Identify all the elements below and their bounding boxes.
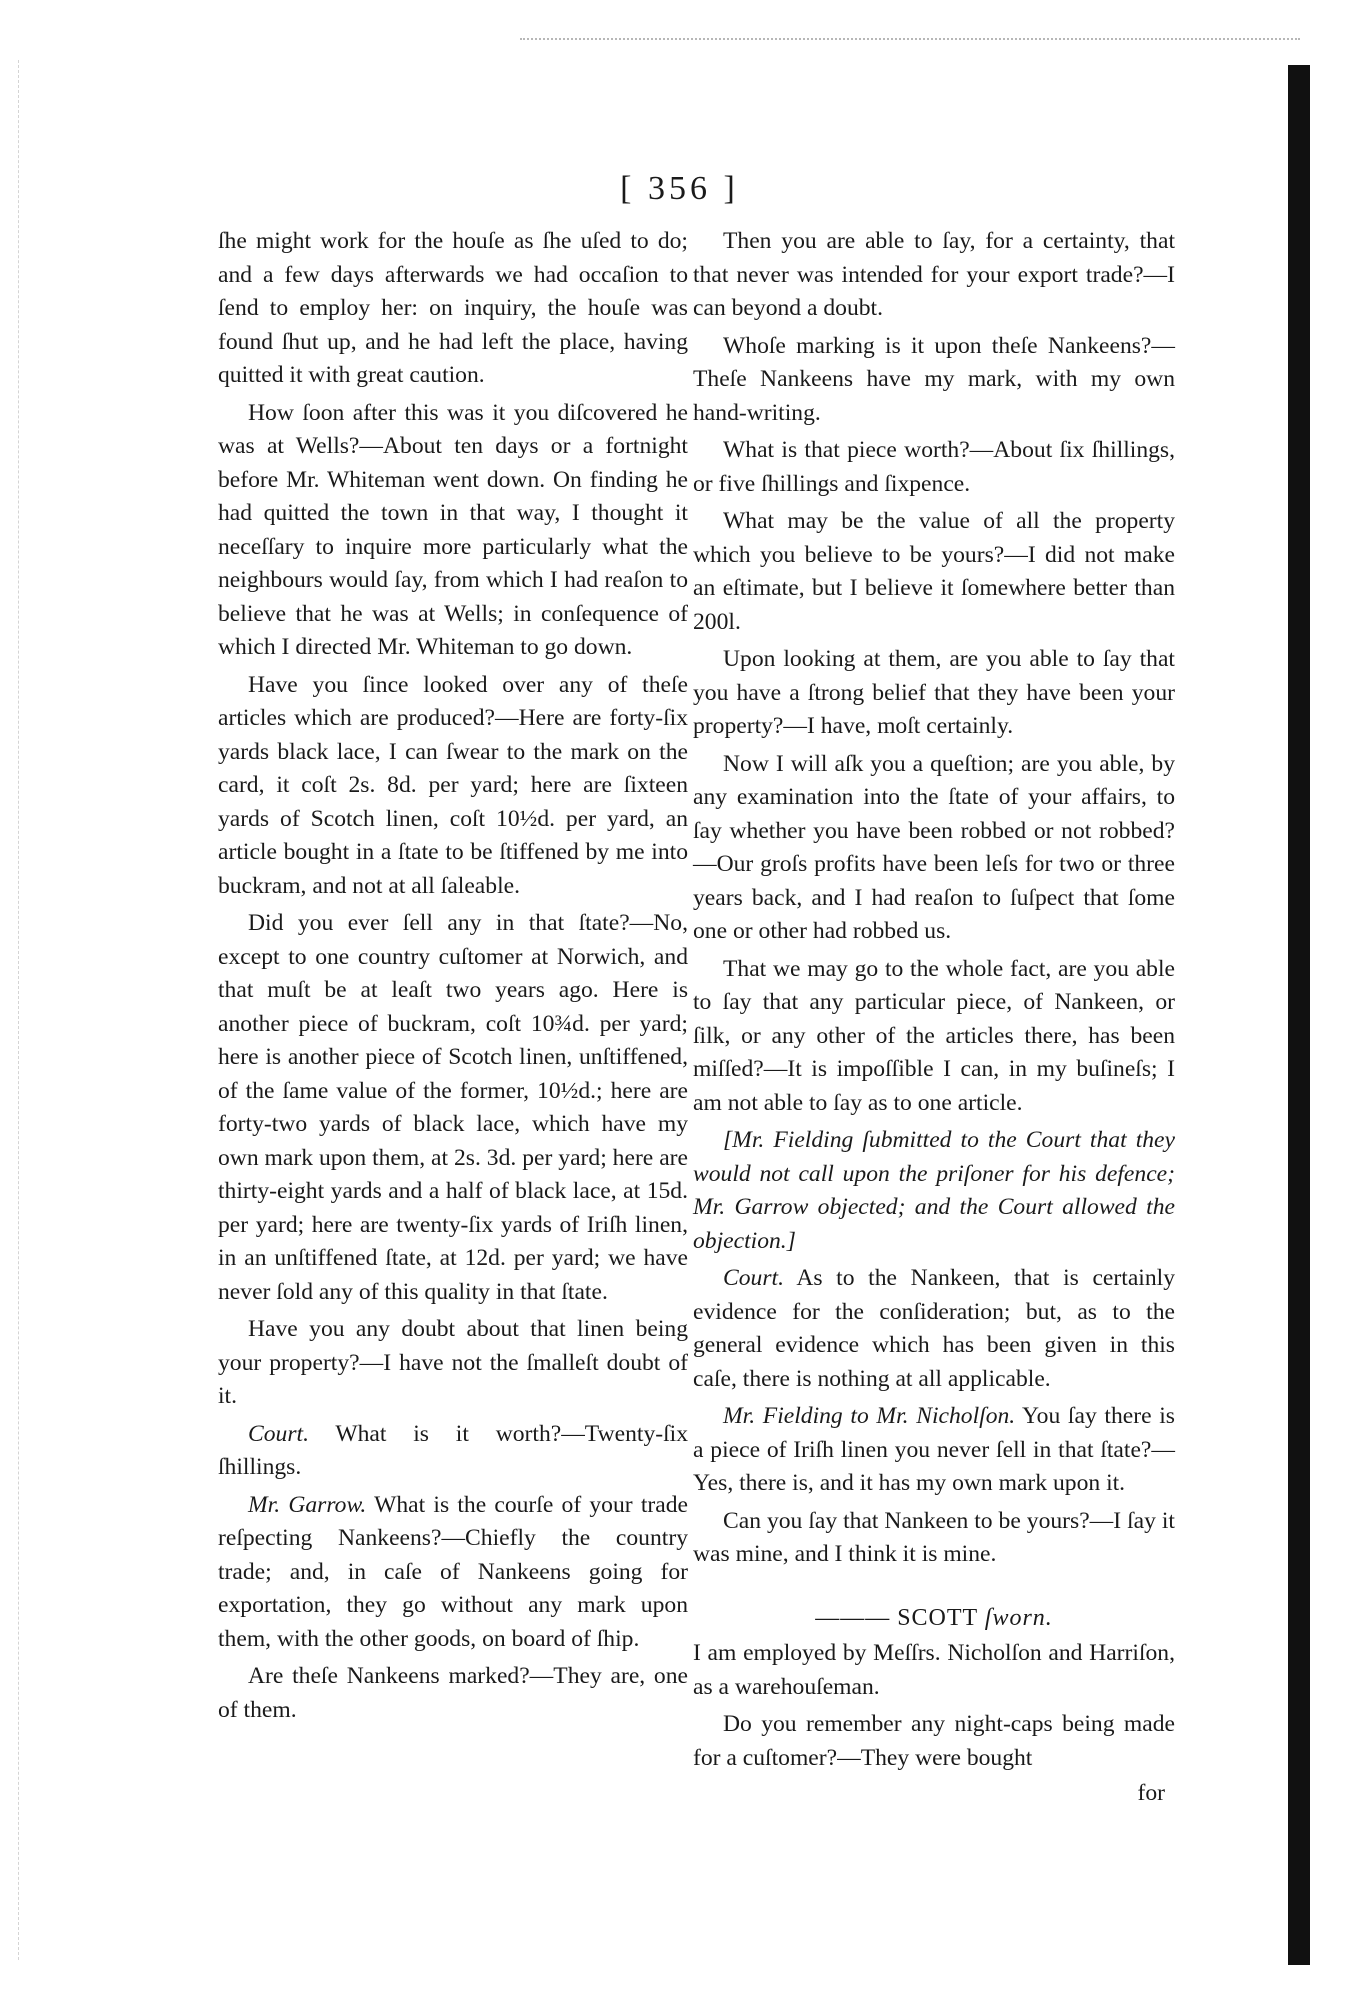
paragraph-text: ſhe might work for the houſe as ſhe uſed to do; and a few days afterwards we had occaſion to ſend to employ her: on inquiry, the houſe was found ſhut up, and he had left the place, having quitted it with great caution. — [218, 228, 688, 388]
paragraph-text: Then you are able to ſay, for a certainty, that that never was intended for your export trade?—I can beyond a doubt. — [693, 228, 1175, 321]
paragraph-text: You ſay there is a piece of Iriſh linen you never ſell in that ſtate?—Yes, there is, and it has my own mark upon it. — [693, 1403, 1175, 1496]
paragraph — [693, 643, 1175, 744]
witness-sworn: ſworn. — [984, 1604, 1053, 1631]
paragraph — [693, 1262, 1175, 1396]
paragraph — [693, 330, 1175, 431]
paragraph — [693, 1505, 1175, 1572]
paragraph-text: What is the courſe of your trade reſpecting Nankeens?—Chiefly the country trade; and, in caſe of Nankeens going for exportation, they go without any mark upon them, with the other goods, on board of ſhip. — [218, 1491, 688, 1652]
paragraph — [693, 225, 1175, 326]
witness-name: ——— SCOTT — [815, 1604, 978, 1631]
right-column — [693, 225, 1175, 1811]
scan-left-edge — [18, 60, 27, 1960]
paragraph-text: Have you ſince looked over any of theſe articles which are produced?—Here are forty-ſix yards black lace, I can ſwear to the mark on the card, it coſt 2s. 8d. per yard; here are ſixteen yards of Scotch linen, coſt 10½d. per yard, an article bought in a ſtate to be ſtiffened by me into buckram, and not at all ſaleable. — [218, 671, 688, 899]
paragraph — [693, 1637, 1175, 1704]
paragraph-text: How ſoon after this was it you diſcovered he was at Wells?—About ten days or a fortnight before Mr. Whiteman went down. On finding he had quitted the town in that way, I thought it neceſſary to inquire more particularly what the neighbours would ſay, from which I had reaſon to believe that he was at Wells; in conſequence of which I directed Mr. Whiteman to go down. — [218, 399, 688, 660]
right-column-testimony — [693, 225, 1175, 1572]
paragraph — [693, 505, 1175, 639]
paragraph-text: That we may go to the whole fact, are you able to ſay that any particular piece, of Nankeen, or ſilk, or any other of the articles there, has been miſſed?—It is impoſſible I can, in my buſineſs; I am not able to ſay as to one article. — [693, 955, 1175, 1116]
speaker-lead: Mr. Garrow. — [248, 1491, 367, 1518]
paragraph-text: What may be the value of all the property which you believe to be yours?—I did not make an eſtimate, but I believe it ſomewhere better than 200l. — [693, 508, 1175, 635]
paragraph — [218, 1418, 688, 1485]
speaker-lead: Mr. Fielding to Mr. Nicholſon. — [723, 1403, 1016, 1429]
catchword: for — [1137, 1780, 1165, 1806]
paragraph — [218, 907, 688, 1309]
paragraph — [693, 1124, 1175, 1258]
paragraph — [693, 1400, 1175, 1501]
right-column-scott-testimony — [693, 1637, 1175, 1775]
paragraph-text: Now I will aſk you a queſtion; are you able, by any examination into the ſtate of your affairs, to ſay whether you have been robbed or not robbed?—Our groſs profits have been leſs for two or three years back, and I had reaſon to ſuſpect that ſome one or other had robbed us. — [693, 750, 1175, 944]
paragraph — [218, 1489, 688, 1657]
paragraph-text: What is it worth?—Twenty-ſix ſhillings. — [218, 1420, 688, 1480]
paragraph-text: Have you any doubt about that linen being your property?—I have not the ſmalleſt doubt of it. — [218, 1316, 688, 1409]
paragraph-text: Can you ſay that Nankeen to be yours?—I ſay it was mine, and I think it is mine. — [693, 1507, 1175, 1567]
paragraph — [218, 1660, 688, 1727]
paragraph-text: As to the Nankeen, that is certainly evidence for the conſideration; but, as to the general evidence which has been given in this caſe, there is nothing at all applicable. — [693, 1265, 1175, 1392]
paragraph-text: Whoſe marking is it upon theſe Nankeens?—Theſe Nankeens have my mark, with my own hand-writing. — [693, 332, 1175, 426]
paragraph-text: Upon looking at them, are you able to ſay that you have a ſtrong belief that they have been your property?—I have, moſt certainly. — [693, 646, 1175, 739]
paragraph — [218, 397, 688, 665]
paragraph-text: What is that piece worth?—About ſix ſhillings, or five ſhillings and ſixpence. — [693, 437, 1175, 497]
paragraph — [218, 1313, 688, 1414]
paragraph-text: [Mr. Fielding ſubmitted to the Court that they would not call upon the priſoner for his defence; Mr. Garrow objected; and the Court allowed the objection.] — [693, 1127, 1175, 1254]
paragraph-text: Are theſe Nankeens marked?—They are, one of them. — [218, 1663, 688, 1723]
paragraph — [693, 748, 1175, 949]
paragraph — [693, 434, 1175, 501]
scan-binding-shadow — [1288, 65, 1310, 1965]
paragraph — [693, 953, 1175, 1121]
paragraph-text: Do you remember any night-caps being made for a cuſtomer?—They were bought — [693, 1711, 1175, 1771]
witness-heading — [693, 1602, 1175, 1636]
speaker-lead: Court. — [248, 1420, 309, 1447]
paragraph — [218, 669, 688, 904]
scan-top-noise — [520, 38, 1300, 54]
paragraph-text: I am employed by Meſſrs. Nicholſon and Harriſon, as a warehouſeman. — [693, 1640, 1175, 1700]
page-number: [ 356 ] — [620, 170, 739, 207]
paragraph — [218, 225, 688, 393]
speaker-lead: Court. — [723, 1265, 784, 1291]
paragraph-text: Did you ever ſell any in that ſtate?—No, except to one country cuſtomer at Norwich, and that muſt be at leaſt two years ago. Here is another piece of buckram, coſt 10¾d. per yard; here is another piece of Scotch linen, unſtiffened, of the ſame value of the former, 10½d.; here are forty-two yards of black lace, which have my own mark upon them, at 2s. 3d. per yard; here are thirty-eight yards and a half of black lace, at 15d. per yard; here are twenty-ſix yards of Iriſh linen, in an unſtiffened ſtate, at 12d. per yard; we have never ſold any of this quality in that ſtate. — [218, 910, 688, 1305]
paragraph — [693, 1708, 1175, 1775]
left-column — [218, 225, 688, 1731]
